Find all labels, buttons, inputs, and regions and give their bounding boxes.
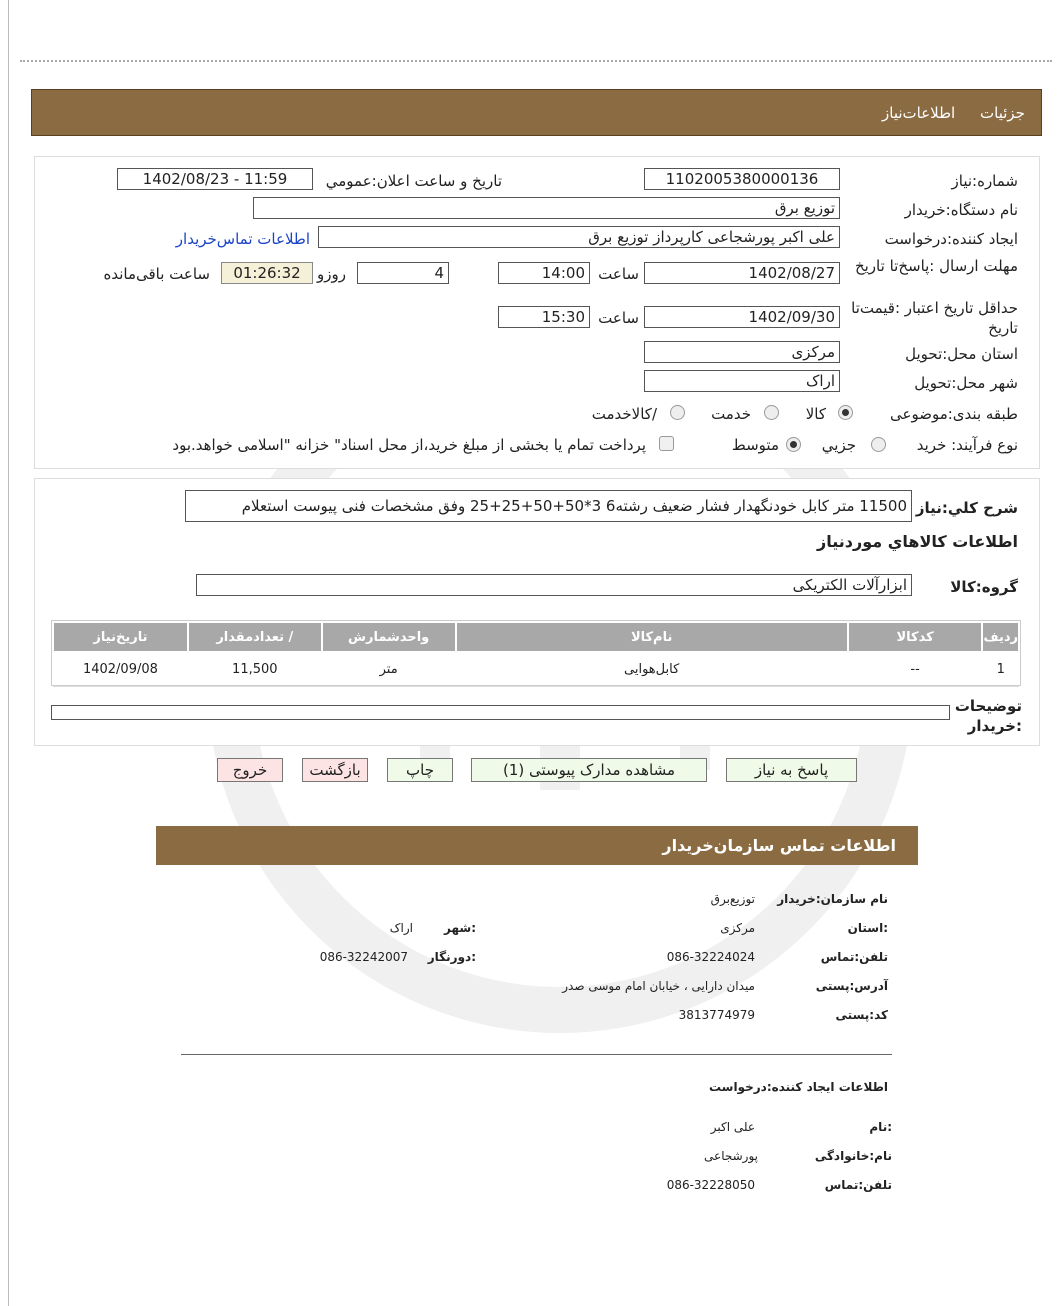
print-button[interactable]: چاپ xyxy=(387,758,453,782)
goods-unit: متر xyxy=(322,652,456,686)
city-field: اراک xyxy=(644,370,840,392)
goods-group-field: ابزارآلات الکتریکی xyxy=(196,574,912,596)
validity-date-field: 1402/09/30 xyxy=(644,306,840,328)
creator-phone-label: تلفن:تماس xyxy=(824,1178,892,1192)
process-label: نوع فرآیند: خرید xyxy=(916,436,1018,454)
deadline-time-label: ساعت xyxy=(598,265,639,283)
buyer-contact-link[interactable]: اطلاعات تماس‌خریدار xyxy=(175,230,310,248)
contact-fax-label: :دورنگار xyxy=(427,950,476,964)
creator-label: ایجاد کننده:درخواست xyxy=(884,230,1018,248)
category-goods-label: کالا xyxy=(805,405,826,423)
view-attachments-button[interactable]: مشاهده مدارک پیوستی (1) xyxy=(471,758,707,782)
buyer-notes-field xyxy=(51,705,950,720)
need-number-label: شماره:نیاز xyxy=(951,172,1018,190)
validity-time-label: ساعت xyxy=(598,309,639,327)
process-partial-radio[interactable] xyxy=(871,437,886,452)
deadline-time-field: 14:00 xyxy=(498,262,590,284)
org-name-label: نام سازمان:خریدار xyxy=(777,892,888,906)
col-date-header: تاریخ‌نیاز xyxy=(53,622,188,652)
col-name-header: نام‌کالا xyxy=(456,622,848,652)
province-label: استان محل:تحویل xyxy=(905,345,1018,363)
creator-name-value: علی اکبر xyxy=(710,1120,755,1134)
goods-code: -- xyxy=(848,652,983,686)
days-field: 4 xyxy=(357,262,449,284)
tab-need-info[interactable]: اطلاعات‌نیاز xyxy=(882,104,956,122)
contact-phone-value: 086-32224024 xyxy=(666,950,755,964)
city-label: شهر محل:تحویل xyxy=(914,374,1018,392)
category-service-label: خدمت xyxy=(711,405,751,423)
contact-province-value: مرکزی xyxy=(720,921,755,935)
contact-city-label: :شهر xyxy=(444,921,476,935)
validity-time-field: 15:30 xyxy=(498,306,590,328)
deadline-date-field: 1402/08/27 xyxy=(644,262,840,284)
contact-fax-value: 086-32242007 xyxy=(319,950,408,964)
process-medium-label: متوسط xyxy=(731,436,779,454)
days-label: روزو xyxy=(317,265,346,283)
announce-field: 1402/08/23 - 11:59 xyxy=(117,168,313,190)
contact-city-value: اراک xyxy=(389,921,413,935)
creator-family-value: پورشجاعی xyxy=(704,1149,758,1163)
category-goods-radio[interactable] xyxy=(838,405,853,420)
goods-table xyxy=(52,621,1020,687)
remaining-time-label: ساعت باقی‌مانده xyxy=(103,265,210,283)
creator-phone-value: 086-32228050 xyxy=(666,1178,755,1192)
creator-name-label: :نام xyxy=(869,1120,892,1134)
deadline-label: مهلت ارسال :پاسخ‌تا تاریخ xyxy=(854,257,1018,275)
col-unit-header: واحدشمارش xyxy=(322,622,456,652)
process-partial-label: جزيي xyxy=(821,436,856,454)
buyer-org-field: توزیع برق xyxy=(253,197,840,219)
category-service-radio[interactable] xyxy=(764,405,779,420)
org-name-value: توزیع‌برق xyxy=(710,892,755,906)
contact-address-value: میدان دارایی ، خیابان امام موسی صدر xyxy=(562,979,755,993)
announce-label: تاریخ و ساعت اعلان:عمومي xyxy=(325,172,502,190)
row-number: 1 xyxy=(982,652,1019,686)
exit-button[interactable]: خروج xyxy=(217,758,283,782)
goods-info-title: اطلاعات کالاهاي موردنیاز xyxy=(817,532,1018,551)
treasury-payment-checkbox[interactable] xyxy=(659,436,674,451)
creator-info-title: اطلاعات ایجاد کننده:درخواست xyxy=(708,1080,888,1094)
remaining-time-field: 01:26:32 xyxy=(221,262,313,284)
buyer-org-label: نام دستگاه:خریدار xyxy=(904,201,1018,219)
province-field: مرکزی xyxy=(644,341,840,363)
need-description-field: 11500 متر کابل خودنگهدار فشار ضعیف رشته6 3*50+50+25+25 وفق مشخصات فنی پیوست استعلام xyxy=(185,490,912,522)
goods-group-label: گروه:کالا xyxy=(950,578,1018,596)
need-description-label: شرح کلي:نیاز xyxy=(915,499,1018,517)
contact-province-label: :استان xyxy=(847,921,888,935)
contact-address-label: آدرس:پستی xyxy=(815,979,888,993)
category-label: طبقه بندی:موضوعی xyxy=(890,405,1018,423)
tab-details[interactable]: جزئیات xyxy=(980,104,1025,122)
treasury-payment-note: پرداخت تمام یا بخشی از مبلغ خرید،از محل اسناد" خزانه "اسلامی خواهد.بود xyxy=(172,436,646,454)
back-button[interactable]: بازگشت xyxy=(302,758,368,782)
page-left-border xyxy=(8,0,9,1306)
validity-label: حداقل تاریخ اعتبار :قیمت‌تا تاریخ xyxy=(851,299,1018,337)
goods-name: کابل‌هوایی xyxy=(456,652,848,686)
buyer-notes-label: توضیحات :خریدار xyxy=(954,697,1022,735)
col-row-header: ردیف xyxy=(982,622,1019,652)
contact-title: اطلاعات تماس سازمان‌خریدار xyxy=(662,836,896,855)
top-divider xyxy=(20,60,1052,62)
category-both-radio[interactable] xyxy=(670,405,685,420)
table-row xyxy=(53,652,1019,686)
contact-postal-label: کد:پستی xyxy=(835,1008,888,1022)
col-code-header: کدکالا xyxy=(848,622,983,652)
category-both-label: /کالاخدمت xyxy=(591,405,657,423)
need-number-field: 1102005380000136 xyxy=(644,168,840,190)
goods-quantity: 11,500 xyxy=(188,652,322,686)
goods-need-date: 1402/09/08 xyxy=(53,652,188,686)
col-qty-header: / تعدادمقدار xyxy=(188,622,322,652)
contact-postal-value: 3813774979 xyxy=(678,1008,755,1022)
reply-button[interactable]: پاسخ به نیاز xyxy=(726,758,857,782)
creator-family-label: نام:خانوادگی xyxy=(814,1149,892,1163)
creator-field: علی اکبر پورشجاعی کارپرداز توزیع برق xyxy=(318,226,840,248)
contact-separator xyxy=(181,1054,892,1055)
process-medium-radio[interactable] xyxy=(786,437,801,452)
contact-phone-label: تلفن:تماس xyxy=(820,950,888,964)
